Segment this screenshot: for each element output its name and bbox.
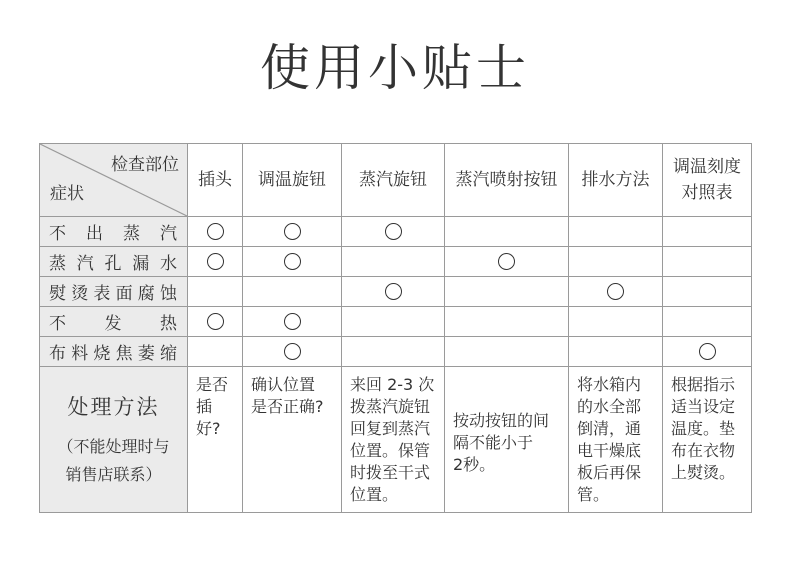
check-cell	[445, 247, 569, 277]
circle-mark-icon	[207, 253, 224, 270]
circle-mark-icon	[385, 223, 402, 240]
solution-text-line: 将水箱内	[577, 375, 642, 394]
solution-cell	[569, 367, 663, 513]
solution-cell	[188, 367, 243, 513]
check-cell	[663, 307, 752, 337]
col-header-steam-button: 蒸汽喷射按钮	[445, 144, 569, 217]
check-cell	[342, 277, 445, 307]
solution-text-line: 拨蒸汽旋钮	[350, 397, 431, 416]
solution-text-line: 隔不能小于	[453, 433, 534, 452]
col-header-drain: 排水方法	[569, 144, 663, 217]
symptom-row	[40, 247, 752, 277]
check-cell	[243, 307, 342, 337]
solution-text-line: 电干燥底	[577, 441, 642, 460]
check-cell	[569, 217, 663, 247]
check-cell	[188, 277, 243, 307]
solution-text-line: 位置。	[350, 485, 399, 504]
symptom-label: 不出蒸汽	[40, 217, 188, 247]
method-row	[40, 367, 752, 513]
circle-mark-icon	[607, 283, 624, 300]
diag-label-location: 检查部位	[111, 155, 179, 175]
col-header-temp-knob: 调温旋钮	[243, 144, 342, 217]
solution-cell	[243, 367, 342, 513]
col-header-temp-chart	[663, 144, 752, 217]
solution-text-line: 板后再保	[577, 463, 642, 482]
circle-mark-icon	[498, 253, 515, 270]
circle-mark-icon	[207, 313, 224, 330]
solution-text-line: 插好?	[196, 397, 221, 438]
diag-label-symptom: 症状	[50, 184, 84, 204]
circle-mark-icon	[284, 343, 301, 360]
check-cell	[188, 217, 243, 247]
solution-text-line: 倒清，通	[577, 419, 642, 438]
solution-text-line: 的水全部	[577, 397, 642, 416]
col-header-temp-chart-line2: 对照表	[681, 183, 733, 203]
circle-mark-icon	[207, 223, 224, 240]
check-cell	[663, 217, 752, 247]
circle-mark-icon	[385, 283, 402, 300]
symptom-row	[40, 217, 752, 247]
check-cell	[445, 277, 569, 307]
solution-cell	[445, 367, 569, 513]
tips-table	[39, 143, 752, 513]
solution-text-line: 适当设定	[671, 397, 736, 416]
check-cell	[342, 247, 445, 277]
check-cell	[188, 247, 243, 277]
header-row	[40, 144, 752, 217]
check-cell	[569, 247, 663, 277]
solution-text-line: 是否正确?	[251, 397, 324, 416]
circle-mark-icon	[699, 343, 716, 360]
check-cell	[569, 337, 663, 367]
check-cell	[569, 277, 663, 307]
col-header-plug: 插头	[188, 144, 243, 217]
check-cell	[342, 307, 445, 337]
check-cell	[569, 307, 663, 337]
check-cell	[188, 337, 243, 367]
method-label-cell	[40, 367, 188, 513]
solution-text-line: 2秒。	[453, 455, 496, 474]
check-cell	[445, 307, 569, 337]
check-cell	[188, 307, 243, 337]
method-title: 处理方法	[67, 394, 160, 419]
solution-text-line: 是否	[196, 375, 229, 394]
symptom-row	[40, 277, 752, 307]
symptom-label: 蒸汽孔漏水	[40, 247, 188, 277]
symptom-row	[40, 337, 752, 367]
check-cell	[243, 247, 342, 277]
col-header-steam-knob: 蒸汽旋钮	[342, 144, 445, 217]
solution-cell	[663, 367, 752, 513]
check-cell	[445, 337, 569, 367]
solution-text-line: 管。	[577, 485, 610, 504]
circle-mark-icon	[284, 223, 301, 240]
symptom-row	[40, 307, 752, 337]
check-cell	[342, 337, 445, 367]
solution-text-line: 温度。垫	[671, 419, 736, 438]
solution-text-line: 回复到蒸汽	[350, 419, 431, 438]
solution-text-line: 时拨至干式	[350, 463, 431, 482]
circle-mark-icon	[284, 253, 301, 270]
solution-text-line: 上熨烫。	[671, 463, 736, 482]
symptom-label: 不发热	[40, 307, 188, 337]
check-cell	[342, 217, 445, 247]
diagonal-header-cell	[40, 144, 188, 217]
solution-text-line: 来回 2-3 次	[350, 375, 435, 394]
page-title: 使用小贴士	[260, 39, 530, 97]
check-cell	[445, 217, 569, 247]
check-cell	[243, 217, 342, 247]
solution-text-line: 布在衣物	[671, 441, 736, 460]
check-cell	[243, 277, 342, 307]
method-note-line: （不能处理时与	[57, 436, 170, 456]
solution-text-line: 按动按钮的间	[453, 411, 550, 430]
check-cell	[663, 337, 752, 367]
solution-text-line: 位置。保管	[350, 441, 431, 460]
solution-cell	[342, 367, 445, 513]
symptom-label: 熨烫表面腐蚀	[40, 277, 188, 307]
check-cell	[663, 247, 752, 277]
circle-mark-icon	[284, 313, 301, 330]
check-cell	[663, 277, 752, 307]
method-note-line: 销售店联系）	[65, 464, 162, 484]
solution-text-line: 根据指示	[671, 375, 736, 394]
col-header-temp-chart-line1: 调温刻度	[673, 157, 741, 177]
check-cell	[243, 337, 342, 367]
solution-text-line: 确认位置	[251, 375, 316, 394]
symptom-label: 布料烧焦萎缩	[40, 337, 188, 367]
